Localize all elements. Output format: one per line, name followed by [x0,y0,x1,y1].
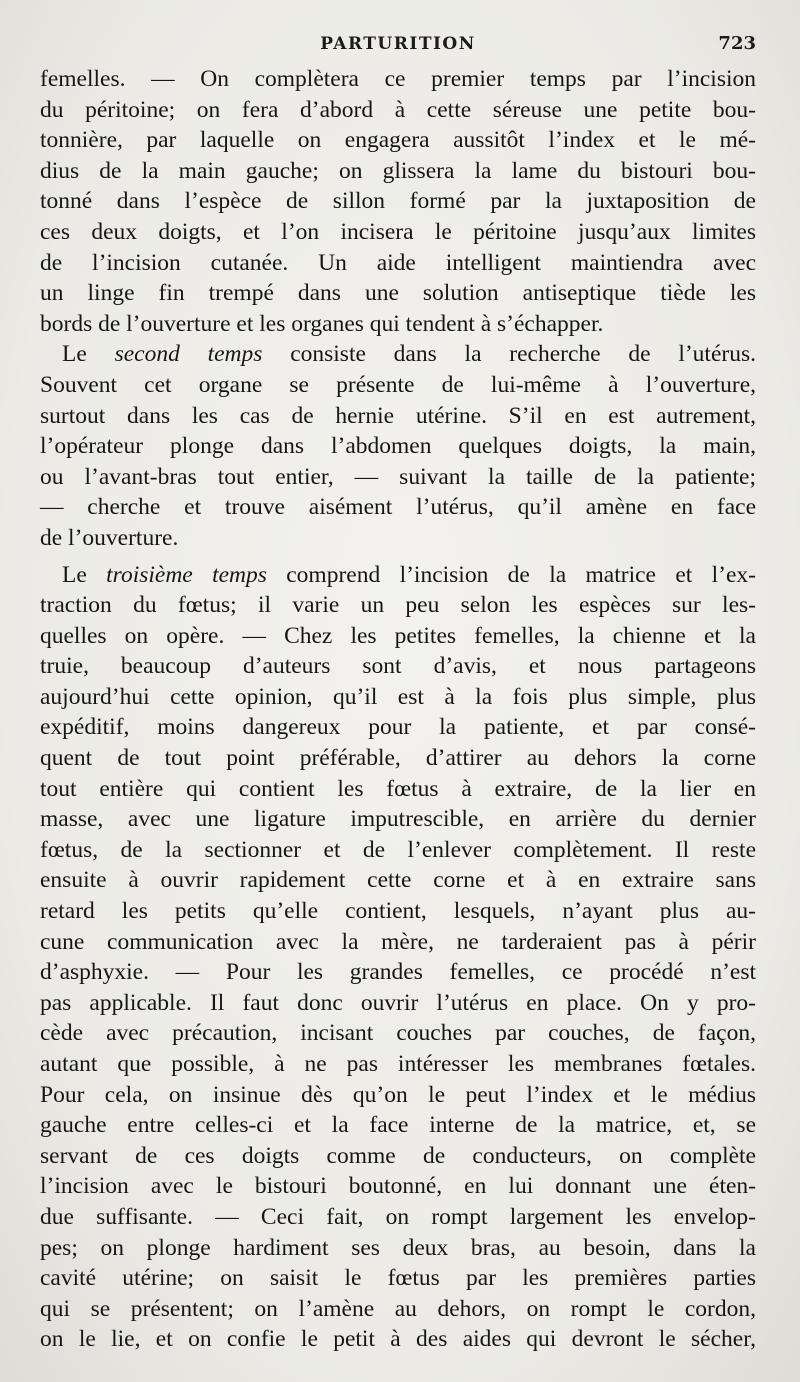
text-line: expéditif, moins dangereux pour la patiente, et par consé- [40,714,756,741]
text-line: d’asphyxie. — Pour les grandes femelles, ce procédé n’est [40,959,756,986]
text-line: Souvent cet organe se présente de lui-même à l’ouverture, [40,371,756,398]
text-line: dius de la main gauche; on glissera la lame du bistouri bou- [40,157,756,184]
text-line: truie, beaucoup d’auteurs sont d’avis, et nous partageons [40,653,756,680]
text-line: cavité utérine; on saisit le fœtus par les premières parties [40,1265,756,1292]
text-line: pas applicable. Il faut donc ouvrir l’utérus en place. On y pro- [40,989,756,1016]
text-line: ou l’avant-bras tout entier, — suivant la taille de la patiente; [40,463,756,490]
text-line: — cherche et trouve aisément l’utérus, qu’il amène en face [40,494,756,521]
text-line: on le lie, et on confie le petit à des aides qui devront le sécher, [40,1326,756,1353]
text-line: quelles on opère. — Chez les petites femelles, la chienne et la [40,622,756,649]
running-head: PARTURITION [320,34,476,54]
text-line: fœtus, de la sectionner et de l’enlever complètement. Il reste [40,836,756,863]
text-line: gauche entre celles-ci et la face interne de la matrice, et, se [40,1112,756,1139]
text-line: surtout dans les cas de hernie utérine. S’il en est autrement, [40,402,756,429]
text-line: du péritoine; on fera d’abord à cette séreuse une petite bou- [40,96,756,123]
text-line: tonnière, par laquelle on engagera aussitôt l’index et le mé- [40,127,756,154]
text-line: Pour cela, on insinue dès qu’on le peut l’index et le médius [40,1081,756,1108]
italic-term: troisième temps [106,561,267,588]
text-line: autant que possible, à ne pas intéresser les membranes fœtales. [40,1051,756,1077]
text-line: masse, avec une ligature imputrescible, en arrière du dernier [40,806,756,833]
text-line: traction du fœtus; il varie un peu selon les espèces sur les- [40,592,756,619]
text-line: Le second temps consiste dans la recherche de l’utérus. [62,341,756,368]
page-number: 723 [718,33,756,54]
text-line: bords de l’ouverture et les organes qui tendent à s’échapper. [40,310,604,337]
text-line: due suffisante. — Ceci fait, on rompt largement les envelop- [40,1203,756,1230]
text-line: cède avec précaution, incisant couches par couches, de façon, [40,1020,756,1047]
text-line: qui se présentent; on l’amène au dehors, on rompt le cordon, [40,1295,756,1322]
text-line: de l’incision cutanée. Un aide intelligent maintiendra avec [40,249,756,276]
text-line: ces deux doigts, et l’on incisera le péritoine jusqu’aux limites [40,218,756,245]
paragraph-1 [40,64,756,339]
text-line: pes; on plonge hardiment ses deux bras, au besoin, dans la [40,1234,756,1261]
text-line: aujourd’hui cette opinion, qu’il est à la fois plus simple, plus [40,683,756,710]
text-line: femelles. — On complètera ce premier temps par l’incision [40,66,756,92]
body-text [40,64,756,1355]
text-line: l’incision avec le bistouri boutonné, en lui donnant une éten- [40,1173,756,1200]
page-header [40,32,756,60]
text-line: Le troisième temps comprend l’incision de la matrice et l’ex- [62,561,756,588]
paragraph-2 [40,339,756,553]
text-line: ensuite à ouvrir rapidement cette corne et à en extraire sans [40,867,756,894]
text-line: quent de tout point préférable, d’attirer au dehors la corne [40,745,756,772]
text-line: cune communication avec la mère, ne tarderaient pas à périr [40,928,756,955]
text-line: tonné dans l’espèce de sillon formé par la juxtaposition de [40,188,756,215]
paragraph-3 [40,560,756,1355]
text-line: l’opérateur plonge dans l’abdomen quelques doigts, la main, [40,433,756,460]
text-line: de l’ouverture. [40,524,179,551]
text-line: retard les petits qu’elle contient, lesquels, n’ayant plus au- [40,898,756,925]
text-line: tout entière qui contient les fœtus à extraire, de la lier en [40,775,756,802]
text-line: servant de ces doigts comme de conducteurs, on complète [40,1142,756,1169]
italic-term: second temps [114,341,263,368]
text-line: un linge fin trempé dans une solution antiseptique tiède les [40,280,756,307]
